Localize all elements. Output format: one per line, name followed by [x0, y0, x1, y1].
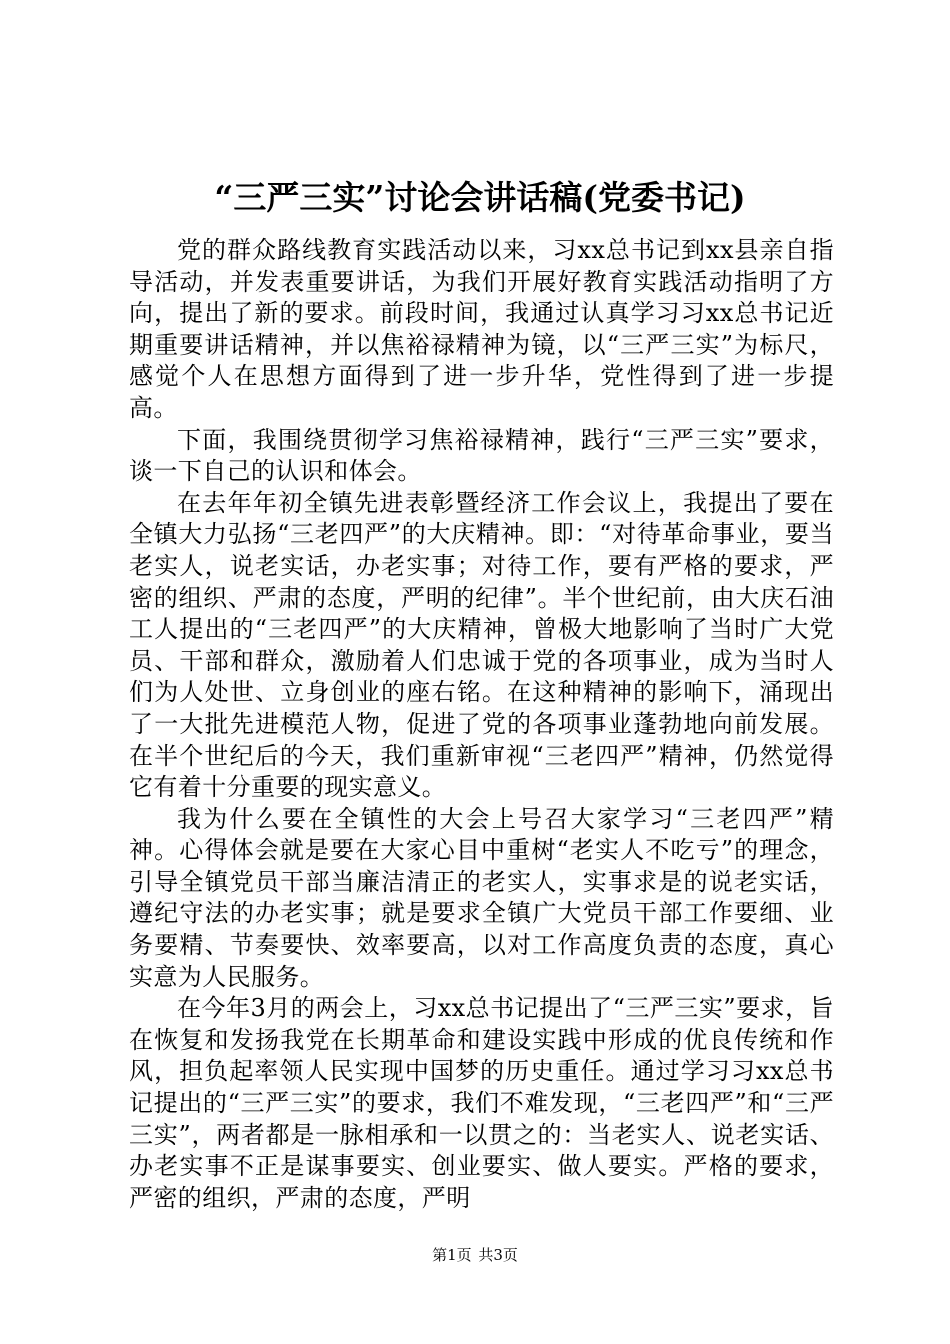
paragraph: 在去年年初全镇先进表彰暨经济工作会议上，我提出了要在全镇大力弘扬“三老四严”的大庆精神。即：“对待革命事业，要当老实人，说老实话，办老实事；对待工作，要有严格的要求，严密的组织、严肃的态度，严明的纪律”。半个世纪前，由大庆石油工人提出的“三老四严”的大庆精神，曾极大地影响了当时广大党员、干部和群众，激励着人们忠诚于党的各项事业，成为当时人们为人处世、立身创业的座右铭。在这种精神的影响下，涌现出了一大批先进模范人物，促进了党的各项事业蓬勃地向前发展。在半个世纪后的今天，我们重新审视“三老四严”精神，仍然觉得它有着十分重要的现实意义。 — [129, 488, 834, 802]
page-number-footer: 第1页 共3页 — [432, 1246, 518, 1264]
paragraph: 我为什么要在全镇性的大会上号召大家学习“三老四严”精神。心得体会就是要在大家心目中重树“老实人不吃亏”的理念，引导全镇党员干部当廉洁清正的老实人，实事求是的说老实话，遵纪守法的办老实事；就是要求全镇广大党员干部工作要细、业务要精、节奏要快、效率要高，以对工作高度负责的态度，真心实意为人民服务。 — [129, 804, 834, 991]
paragraph: 在今年3月的两会上，习xx总书记提出了“三严三实”要求，旨在恢复和发扬我党在长期革命和建设实践中形成的优良传统和作风，担负起率领人民实现中国梦的历史重任。通过学习习xx总书记提出的“三严三实”的要求，我们不难发现，“三老四严”和“三严三实”，两者都是一脉相承和一以贯之的：当老实人、说老实话、办老实事不正是谋事要实、创业要实、做人要实。严格的要求，严密的组织，严肃的态度，严明 — [129, 994, 834, 1212]
document-title: “三严三实”讨论会讲话稿(党委书记) — [214, 178, 746, 217]
paragraph: 下面，我围绕贯彻学习焦裕禄精神，践行“三严三实”要求，谈一下自己的认识和体会。 — [129, 425, 834, 486]
paragraph: 党的群众路线教育实践活动以来，习xx总书记到xx县亲自指导活动，并发表重要讲话，为我们开展好教育实践活动指明了方向，提出了新的要求。前段时间，我通过认真学习习xx总书记近期重要讲话精神，并以焦裕禄精神为镜，以“三严三实”为标尺，感觉个人在思想方面得到了进一步升华，党性得到了进一步提高。 — [129, 236, 834, 422]
document-body — [129, 235, 834, 1214]
